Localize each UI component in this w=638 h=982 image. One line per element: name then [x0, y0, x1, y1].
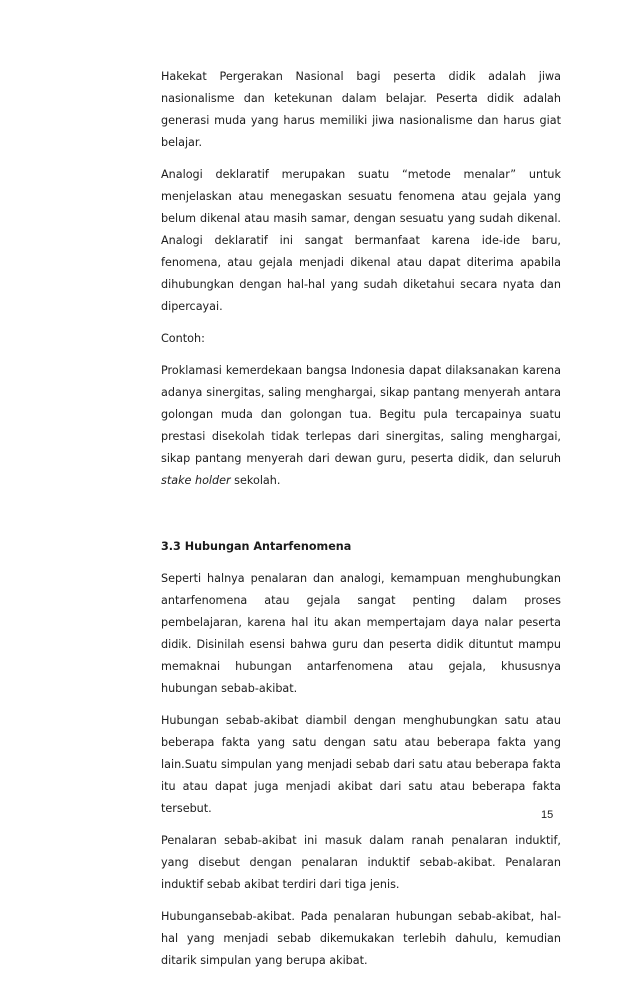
section-spacer: [161, 502, 561, 536]
paragraph-hubungan-sebab-akibat: Hubungan sebab-akibat diambil dengan menghubungkan satu atau beberapa fakta yang satu dengan satu atau beberapa fakta yang lain.Suatu simpulan yang menjadi sebab dari satu atau beberapa fakta itu atau dapat juga menjadi akibat dari satu atau beberapa fakta tersebut.: [161, 714, 561, 815]
paragraph-penalaran-sebab-akibat: Penalaran sebab-akibat ini masuk dalam ranah penalaran induktif, yang disebut dengan penalaran induktif sebab-akibat. Penalaran induktif sebab akibat terdiri dari tiga jenis.: [161, 834, 561, 891]
paragraph-proklamasi-end: sekolah.: [230, 474, 281, 487]
paragraph-contoh-label: Contoh:: [161, 332, 205, 345]
page-number: 15: [541, 809, 554, 821]
paragraph-seperti-halnya: Seperti halnya penalaran dan analogi, kemampuan menghubungkan antarfenomena atau gejala sangat penting dalam proses pembelajaran, karena hal itu akan mempertajam daya nalar peserta didik. Disinilah esensi bahwa guru dan peserta didik dituntut mampu memaknai hubungan antarfenomena atau gejala, khususnya hubungan sebab-akibat.: [161, 572, 561, 695]
page-body: [161, 66, 561, 982]
section-heading: 3.3 Hubungan Antarfenomena: [161, 540, 352, 553]
paragraph-hubungansebab-akibat: Hubungansebab-akibat. Pada penalaran hubungan sebab-akibat, hal-hal yang menjadi sebab dikemukakan terlebih dahulu, kemudian ditarik simpulan yang berupa akibat.: [161, 910, 561, 967]
paragraph-hakekat: Hakekat Pergerakan Nasional bagi peserta didik adalah jiwa nasionalisme dan ketekunan dalam belajar. Peserta didik adalah generasi muda yang harus memiliki jiwa nasionalisme dan harus giat belajar.: [161, 70, 561, 149]
paragraph-analogi-deklaratif: Analogi deklaratif merupakan suatu “metode menalar” untuk menjelaskan atau menegaskan sesuatu fenomena atau gejala yang belum dikenal atau masih samar, dengan sesuatu yang sudah dikenal. Analogi deklaratif ini sangat bermanfaat karena ide-ide baru, fenomena, atau gejala menjadi dikenal atau dapat diterima apabila dihubungkan dengan hal-hal yang sudah diketahui secara nyata dan dipercayai.: [161, 168, 561, 313]
stake-holder-italic: stake holder: [161, 474, 231, 487]
paragraph-proklamasi: [161, 360, 561, 492]
paragraph-proklamasi-text: Proklamasi kemerdekaan bangsa Indonesia dapat dilaksanakan karena adanya sinergitas, saling menghargai, sikap pantang menyerah antara golongan muda dan golongan tua. Begitu pula tercapainya suatu prestasi disekolah tidak terlepas dari sinergitas, saling menghargai, sikap pantang menyerah dari dewan guru, peserta didik, dan seluruh: [161, 364, 561, 465]
